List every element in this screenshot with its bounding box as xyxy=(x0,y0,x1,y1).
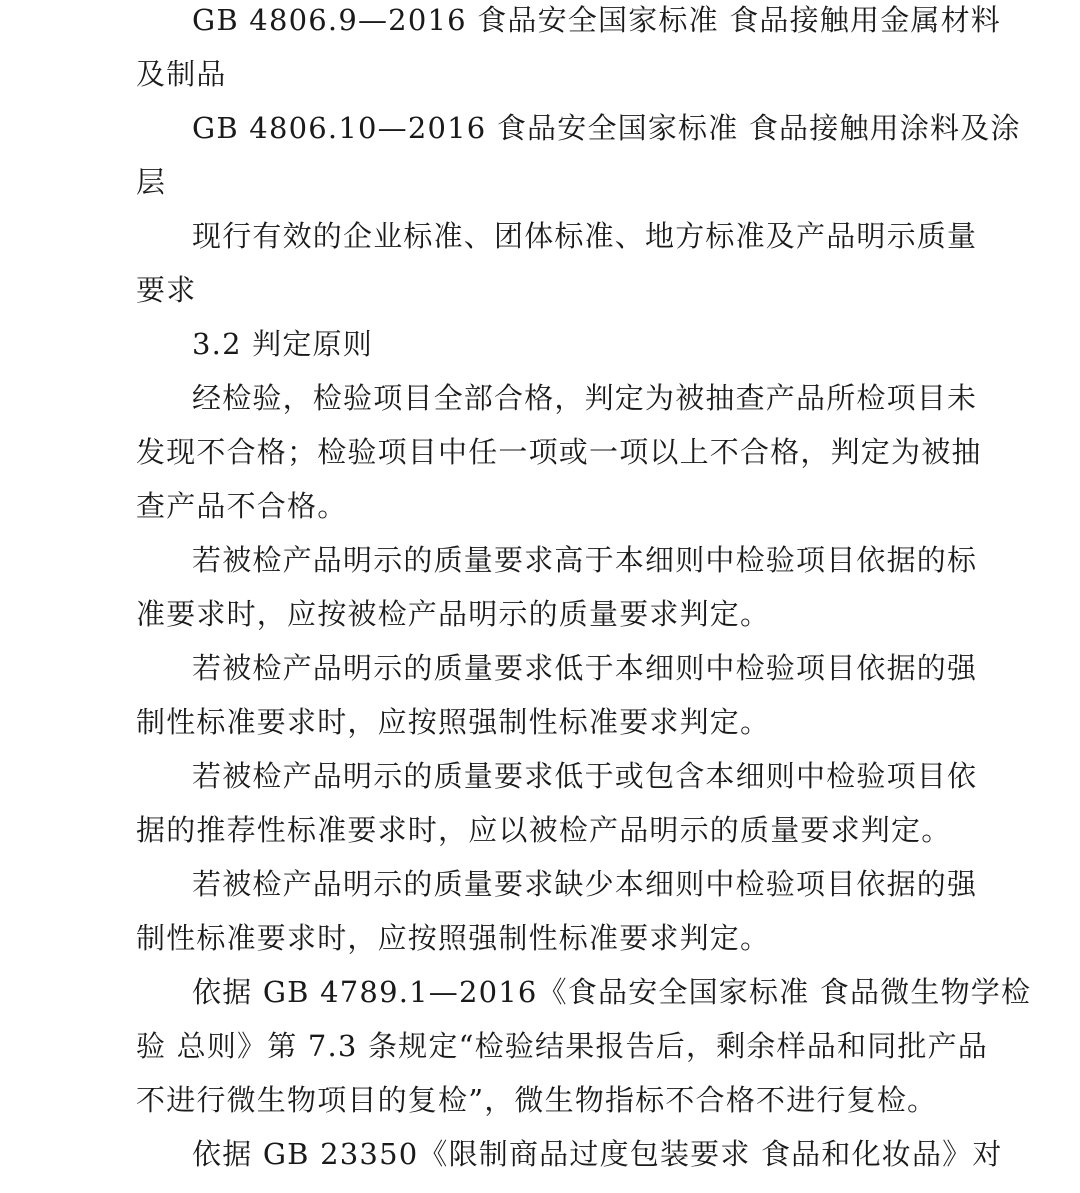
standard-item-gb4806-9: GB 4806.9—2016 食品安全国家标准 食品接触用金属材料 xyxy=(192,3,1002,37)
standard-item-gb4806-10: GB 4806.10—2016 食品安全国家标准 食品接触用涂料及涂 xyxy=(192,111,1021,145)
paragraph-line: 若被检产品明示的质量要求缺少本细则中检验项目依据的强 xyxy=(192,867,978,901)
paragraph-line: 验 总则》第 7.3 条规定“检验结果报告后，剩余样品和同批产品 xyxy=(136,1029,989,1063)
paragraph-line: 不进行微生物项目的复检”，微生物指标不合格不进行复检。 xyxy=(136,1083,938,1117)
paragraph-line: 若被检产品明示的质量要求低于或包含本细则中检验项目依 xyxy=(192,759,978,793)
paragraph-line: 准要求时，应按被检产品明示的质量要求判定。 xyxy=(136,597,771,631)
paragraph-line: 若被检产品明示的质量要求高于本细则中检验项目依据的标 xyxy=(192,543,978,577)
paragraph-line: 依据 GB 23350《限制商品过度包装要求 食品和化妆品》对 xyxy=(192,1137,1003,1171)
paragraph-line: 制性标准要求时，应按照强制性标准要求判定。 xyxy=(136,705,771,739)
paragraph-line: 发现不合格；检验项目中任一项或一项以上不合格，判定为被抽 xyxy=(136,435,982,469)
paragraph-line: 查产品不合格。 xyxy=(136,489,348,523)
standard-item-current-standards-cont: 要求 xyxy=(136,273,197,307)
section-heading-judgment: 3.2 判定原则 xyxy=(192,327,373,361)
paragraph-line: 制性标准要求时，应按照强制性标准要求判定。 xyxy=(136,921,771,955)
paragraph-line: 若被检产品明示的质量要求低于本细则中检验项目依据的强 xyxy=(192,651,978,685)
paragraph-line: 据的推荐性标准要求时，应以被检产品明示的质量要求判定。 xyxy=(136,813,952,847)
standard-item-gb4806-9-cont: 及制品 xyxy=(136,57,227,91)
paragraph-line: 依据 GB 4789.1—2016《食品安全国家标准 食品微生物学检 xyxy=(192,975,1032,1009)
standard-item-gb4806-10-cont: 层 xyxy=(136,165,167,199)
standard-item-current-standards: 现行有效的企业标准、团体标准、地方标准及产品明示质量 xyxy=(192,219,978,253)
paragraph-line: 经检验，检验项目全部合格，判定为被抽查产品所检项目未 xyxy=(192,381,978,415)
